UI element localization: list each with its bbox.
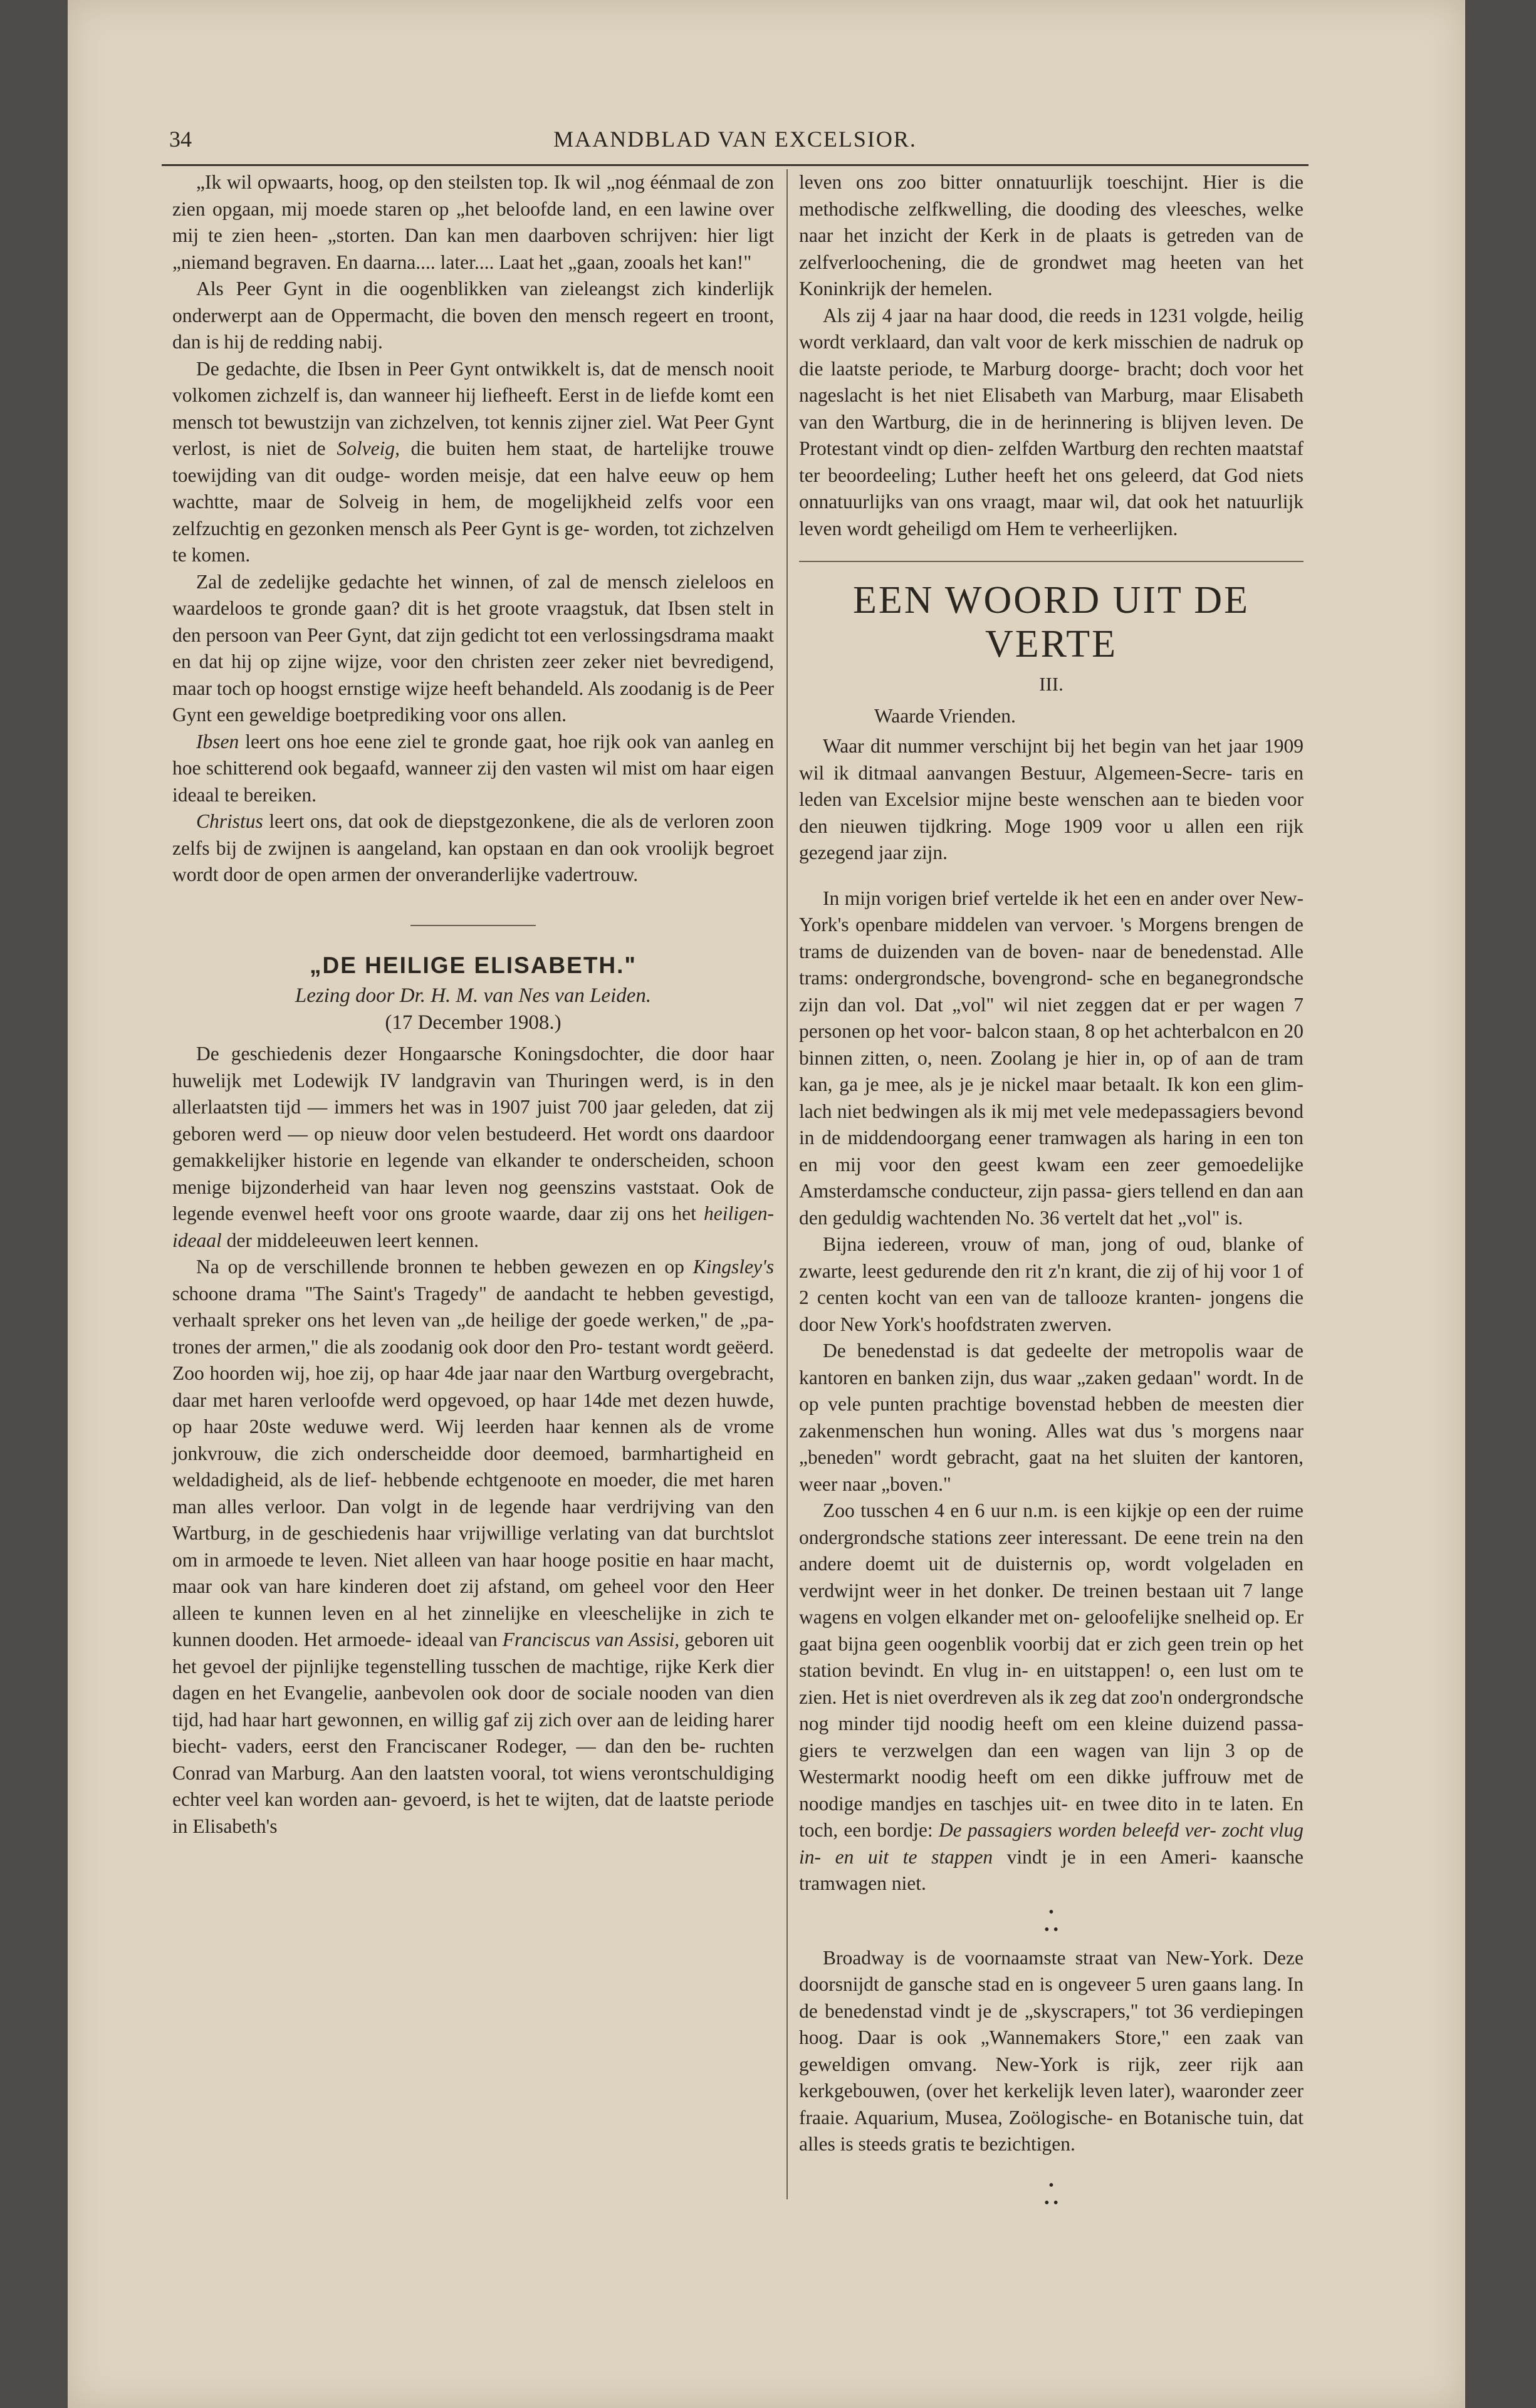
- text-run: geboren uit het gevoel der pijnlijke tegenstelling tusschen de machtige, rijke Kerk dier dagen en het Evangelie, aanbevolen ook door de sociale nooden van dien tijd, had haar hart gewonnen, en willig gaf zij zich over aan de leiding harer biecht- vaders, eerst den Franciscaner Rodeger, — dan den be- ruchten Conrad van Marburg. Aan den laatsten vooral, tot wiens verontschuldiging echter veel kan worden aan- gevoerd, is het te wijten, dat de laatste periode in Elisabeth's: [172, 1629, 774, 1837]
- paragraph: Waar dit nummer verschijnt bij het begin van het jaar 1909 wil ik ditmaal aanvangen Bestuur, Algemeen-Secre- taris en leden van Excelsior mijne beste wenschen aan te bieden voor den nieuwen tijdkring. Moge 1909 voor u allen een rijk gezegend jaar zijn.: [799, 735, 1304, 863]
- paragraph: [172, 1254, 774, 1840]
- paragraph: De benedenstad is dat gedeelte der metropolis waar de kantoren en banken zijn, dus waar „zaken gedaan" wordt. In de op vele punten prachtige bovenstad hebben de meesten dier zakenmenschen hun woning. Alles wat dus 's morgens naar „beneden" wordt gebracht, gaat na het sluiten der kantoren, weer naar „boven.": [799, 1340, 1304, 1495]
- paragraph: Als Peer Gynt in die oogenblikken van zieleangst zich kinderlijk onderwerpt aan de Oppermacht, die boven den mensch regeert en troont, dan is hij de redding nabij.: [172, 278, 774, 353]
- running-title: MAANDBLAD VAN EXCELSIOR.: [553, 127, 917, 152]
- text-run: schoone drama "The Saint's Tragedy" de aandacht te hebben gevestigd, verhaalt spreker ons het leven van „de heilige der goede werken," de „pa- trones der armen," die als zoodanig ook door den Pro- testant wordt geëerd. Zoo hoorden wij, hoe zij, op haar 4de jaar naar den Wartburg overgebracht, daar met haren verloofde werd opgevoed, op haar 14de met dezen huwde, op haar 20ste weduwe werd. Wij leerden haar kennen als de vrome jonkvrouw, die zich onderscheidde door deemoed, barmhartigheid en weldadigheid, als de lief- hebbende echtgenoote en moeder, die met haren man alles verloor. Dan volgt in de legende haar verdrijving van den Wartburg, in de geschiedenis haar vrijwillige verlating van dat burchtslot om in armoede te leven. Niet alleen van haar hooge positie en haar macht, maar ook van hare kinderen doet zij afstand, om geheel voor den Heer alleen te kunnen leven en al het zinnelijke en vleeschelijke in zich te kunnen dooden. Het armoede- ideaal van: [172, 1282, 774, 1650]
- text-run: der middeleeuwen leert kennen.: [221, 1229, 479, 1251]
- paragraph: Als zij 4 jaar na haar dood, die reeds in 1231 volgde, heilig wordt verklaard, dan valt voor de kerk misschien de nadruk op die laatste periode, te Marburg doorge- bracht; doch voor het nageslacht is het niet Elisabeth van Marburg, maar Elisabeth van den Wartburg, die in de herinnering is blijven leven. De Protestant vindt op dien- zelfden Wartburg den rechten maatstaf ter beoordeeling; Luther heeft het ons geleerd, dat God niets onnatuurlijks van ons vraagt, maar wil, dat ook het natuurlijk leven wordt geheiligd om Hem te verheerlijken.: [799, 304, 1304, 539]
- section-number: III.: [1039, 673, 1063, 695]
- paragraph: leven ons zoo bitter onnatuurlijk toeschijnt. Hier is die methodische zelfkwelling, die dooding des vleesches, welke naar het inzicht der Kerk in de plaats is getreden van de zelfverloochening, die de grondwet mag heeten van het Koninkrijk der hemelen.: [799, 171, 1304, 300]
- article-title: „DE HEILIGE ELISABETH.": [310, 952, 637, 978]
- text-run: vindt je in een Ameri- kaansche tramwagen niet.: [799, 1845, 1304, 1894]
- paragraph: [172, 729, 774, 809]
- emphasis-heiligenideaal: heiligen- ideaal: [172, 1202, 774, 1251]
- paragraph: [172, 808, 774, 889]
- background-edge: [1465, 0, 1536, 2408]
- salutation: Waarde Vrienden.: [874, 704, 1016, 727]
- text-run: leert ons hoe eene ziel te gronde gaat, hoe rijk ook van aanleg en hoe schitterend ook begaafd, wanneer zij den vasten wil mist om haar eigen ideaal te bereiken.: [172, 730, 774, 806]
- emphasis-franciscus: Franciscus van Assisi,: [502, 1629, 680, 1650]
- paragraph: Broadway is de voornaamste straat van New-York. Deze doorsnijdt de gansche stad en is ongeveer 5 uren gaans lang. In de benedenstad vindt je de „skyscrapers," tot 36 verdiepingen hoog. Daar is ook „Wannemakers Store," een zaak van geweldigen omvang. New-York is rijk, zeer rijk aan kerkgebouwen, (over het kerkelijk leven later), waaronder zeer fraaie. Aquarium, Musea, Zoölogische- en Botanische tuin, dat alles is steeds gratis te bezichtigen.: [799, 1946, 1304, 2155]
- text-run: Na op de verschillende bronnen te hebben gewezen en op: [196, 1256, 693, 1278]
- asterism-separator: • • •: [1044, 2177, 1058, 2211]
- page-number: 34: [169, 127, 192, 152]
- text-run: die buiten hem staat, de hartelijke trouwe toewijding van dit oudge- worden meisje, dat een halve eeuw op hem wachtte, maar de Solveig in hem, de mogelijkheid zelfs voor een zelfzuchtig en gezonken mensch als Peer Gynt is ge- worden, tot zichzelven te komen.: [172, 437, 774, 566]
- paragraph: In mijn vorigen brief vertelde ik het een en ander over New-York's openbare middelen van vervoer. 's Morgens brengen de trams de duizenden van de boven- naar de benedenstad. Alle trams: ondergrondsche, bovengrond- sche en beganegrondsche zijn dan vol. Dat „vol" wil niet zeggen dat er per wagen 7 personen op het voor- balcon staan, 8 op het achterbalcon en 20 binnen zitten, o, neen. Zoolang je hier in, op of aan de tram kan, ga je mee, als je je nickel maar betaalt. Ik kon een glim- lach niet bedwingen als ik mij met vele medepassagiers bevond in de middendoorgang eener tramwagen als haring in een ton en mij voor den geest kwam een zeer gemoedelijke Amsterdamsche conducteur, zijn passa- giers tellend en dan aan den geduldig wachtenden No. 36 vertelt dat het „vol" is.: [799, 887, 1304, 1229]
- emphasis-sign: De passagiers worden beleefd ver- zocht vlug in- en uit te stappen: [799, 1819, 1304, 1868]
- paragraph: [172, 356, 774, 569]
- text-run: Zoo tusschen 4 en 6 uur n.m. is een kijkje op een der ruime ondergrondsche stations zeer interessant. De eene trein na den andere doemt uit de duisternis op, wordt volgeladen en verdwijnt weer in het donker. De treinen bestaan uit 7 lange wagens en volgen elkander met on- geloofelijke snelheid op. Er gaat bijna geen oogenblik voorbij dat er zich geen trein op het station bevindt. En vlug in- en uitstappen! o, een lust om te zien. Het is niet overdreven als ik zeg dat zoo'n ondergrondsche nog minder tijd noodig heeft om een kleine duizend passa- giers te verzwelgen dan een wagen van lijn 3 op de Westermarkt noodig heeft om een dikke juffrouw met de noodige mandjes en taschjes uit- en twee dito in te laten. En toch, een bordje:: [799, 1499, 1304, 1841]
- section-rule: [799, 561, 1304, 562]
- paragraph: „Ik wil opwaarts, hoog, op den steilsten top. Ik wil „nog éénmaal de zon zien opgaan, mij moede staren op „het beloofde land, en een lawine over mij te zien heen- „storten. Dan kan men daarboven schrijven: hier ligt „niemand begraven. En daarna.... later.... Laat het „gaan, zooals het kan!": [172, 171, 774, 273]
- text-run: De gedachte, die Ibsen in Peer Gynt ontwikkelt is, dat de mensch nooit volkomen zichzelf is, dan wanneer hij liefheeft. Eerst in de liefde komt een mensch tot bewustzijn van zichzelven, tot kennis zijner ziel. Wat Peer Gynt verlost, is niet de: [172, 357, 774, 459]
- article-date: (17 December 1908.): [385, 1011, 562, 1034]
- text-run: De geschiedenis dezer Hongaarsche Koningsdochter, die door haar huwelijk met Lodewijk IV landgravin van Thuringen werd, is in den allerlaatsten tijd — immers het was in 1907 juist 700 jaar geleden, dat zij geboren werd — op nieuw door velen bestudeerd. Het wordt ons daardoor gemakkelijker historie en legende van elkander te onderscheiden, schoon menige bijzonderheid van haar leven nog geenszins vaststaat. Ook de legende evenwel heeft voor ons groote waarde, daar zij ons het: [172, 1043, 774, 1224]
- section-rule: [410, 925, 536, 926]
- paragraph: [799, 1498, 1304, 1897]
- article-byline: Lezing door Dr. H. M. van Nes van Leiden.: [295, 984, 652, 1007]
- right-column: [799, 169, 1304, 2218]
- section-title: EEN WOORD UIT DE VERTE: [853, 579, 1250, 665]
- asterism-separator: • • •: [1044, 1904, 1058, 1938]
- left-column: [172, 169, 774, 1840]
- emphasis-christus: Christus: [196, 810, 263, 832]
- page-header: [162, 122, 1309, 160]
- header-rule: [162, 164, 1309, 166]
- paragraph: Zal de zedelijke gedachte het winnen, of zal de mensch zieleloos en waardeloos te gronde gaan? dit is het groote vraagstuk, dat Ibsen stelt in den persoon van Peer Gynt, dat zijn gedicht tot een verlossingsdrama maakt en dat hij op zijne wijze, voor den christen zeer zeker niet bevredigend, maar toch op hoogst ernstige wijze heeft behandeld. Als zoodanig is de Peer Gynt een geweldige boetprediking voor ons allen.: [172, 570, 774, 726]
- text-run: leert ons, dat ook de diepstgezonkene, die als de verloren zoon zelfs bij de zwijnen is aangeland, kan opstaan en dan ook vroolijk begroet wordt door de open armen der onveranderlijke vadertrouw.: [172, 810, 774, 885]
- emphasis-ibsen: Ibsen: [196, 730, 239, 753]
- paragraph: [172, 1041, 774, 1254]
- emphasis-kingsley: Kingsley's: [692, 1256, 774, 1278]
- column-divider: [786, 169, 788, 2199]
- spacer: [799, 867, 1304, 885]
- emphasis-solveig: Solveig,: [337, 437, 400, 459]
- paragraph: Bijna iedereen, vrouw of man, jong of oud, blanke of zwarte, leest gedurende den rit z'n krant, die zij of hij voor 1 of 2 centen kocht van een van de tallooze kranten- jongens die door New York's hoofdstraten zwerven.: [799, 1233, 1304, 1335]
